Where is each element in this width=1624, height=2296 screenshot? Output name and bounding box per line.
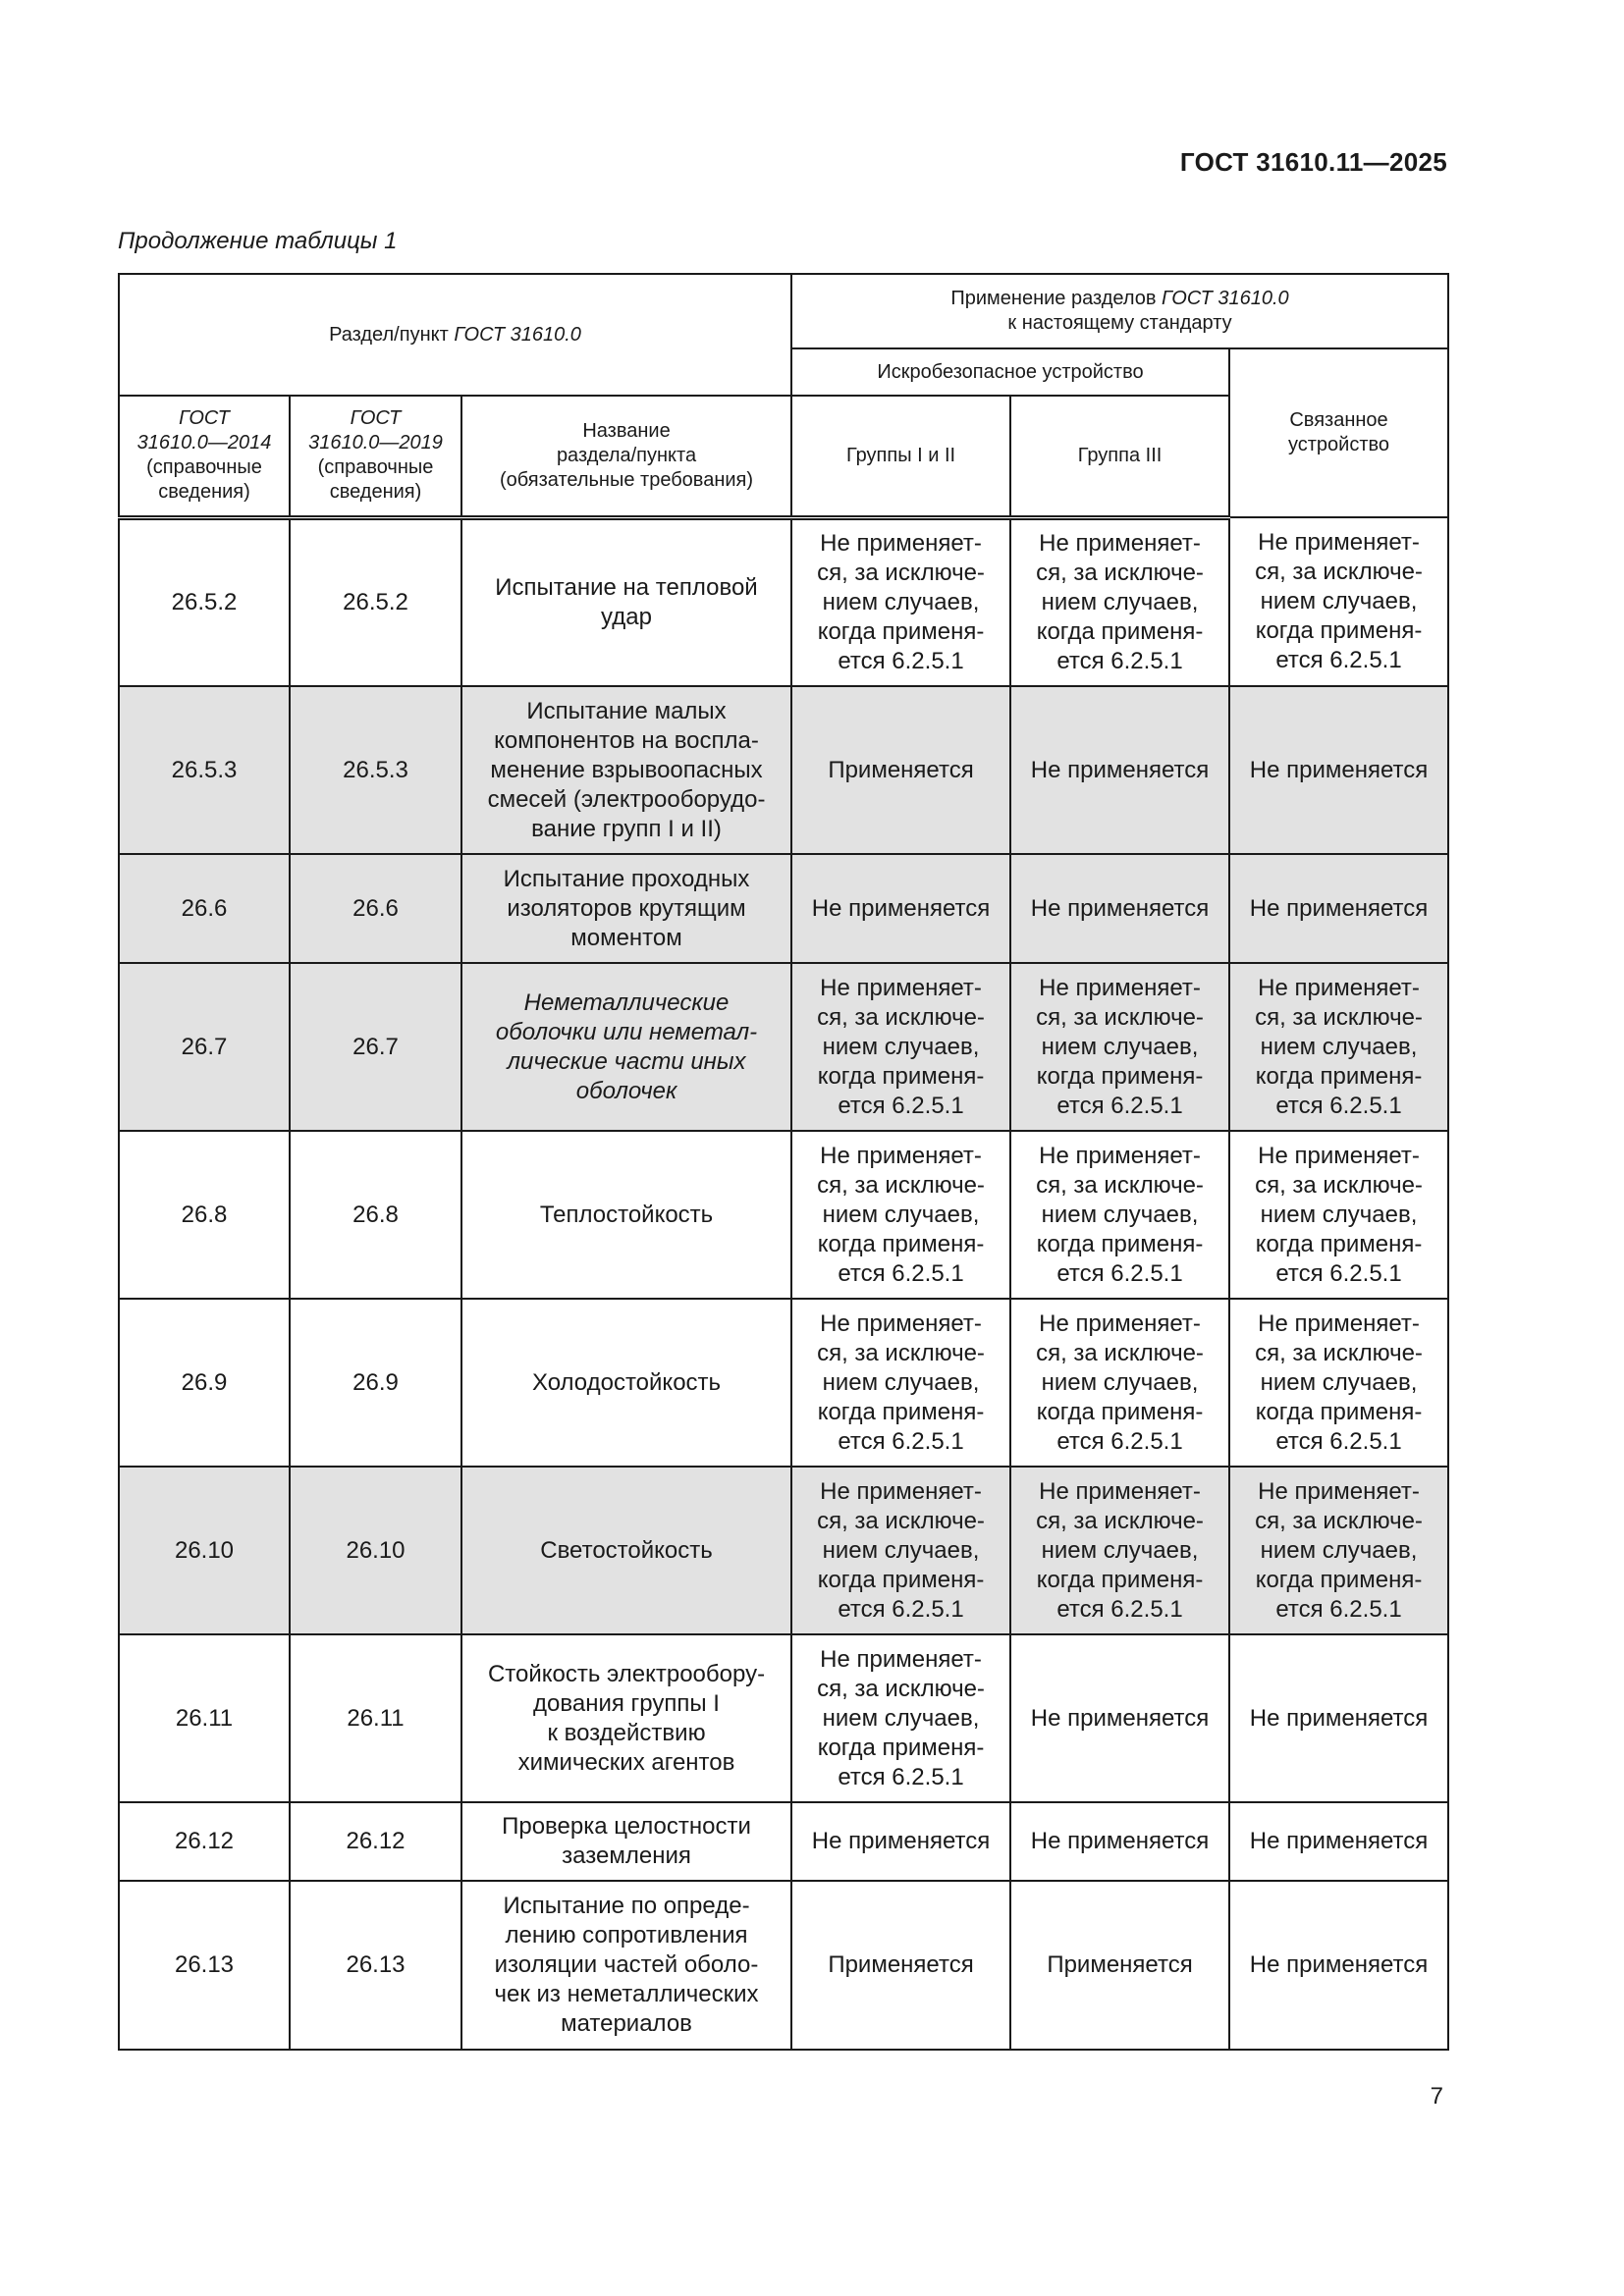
header-section: [119, 274, 791, 396]
table-row: [119, 854, 1448, 963]
header-application-prefix: Применение разделов: [950, 288, 1163, 309]
header-section-prefix: Раздел/пункт: [329, 323, 455, 346]
cell-section-2014: 26.12: [119, 1802, 290, 1881]
cell-group-3: Не применяет- ся, за исключе- нием случаев, когда применя- ется 6.2.5.1: [1010, 1299, 1229, 1467]
cell-groups-1-2: Не применяет- ся, за исключе- нием случаев, когда применя- ется 6.2.5.1: [791, 1299, 1010, 1467]
cell-groups-1-2: Не применяет- ся, за исключе- нием случаев, когда применя- ется 6.2.5.1: [791, 1634, 1010, 1802]
cell-groups-1-2: Не применяется: [791, 1802, 1010, 1881]
cell-associated: Не применяется: [1229, 686, 1448, 854]
cell-associated: Не применяет- ся, за исключе- нием случаев, когда применя- ется 6.2.5.1: [1229, 517, 1448, 686]
cell-section-name: Светостойкость: [461, 1467, 791, 1634]
cell-groups-1-2: Не применяет- ся, за исключе- нием случаев, когда применя- ется 6.2.5.1: [791, 517, 1010, 686]
header-application-std: ГОСТ 31610.0: [1162, 288, 1289, 309]
cell-section-2019: 26.8: [290, 1131, 461, 1299]
header-application-suffix: к настоящему стандарту: [1007, 312, 1232, 334]
table-row: [119, 1299, 1448, 1467]
cell-section-2019: 26.5.3: [290, 686, 461, 854]
table-caption: Продолжение таблицы 1: [118, 228, 398, 254]
table-row: [119, 963, 1448, 1131]
header-section-std: ГОСТ 31610.0: [454, 323, 581, 346]
cell-section-2019: 26.5.2: [290, 517, 461, 686]
cell-associated: Не применяет- ся, за исключе- нием случаев, когда применя- ется 6.2.5.1: [1229, 963, 1448, 1131]
cell-section-name: Испытание на тепловой удар: [461, 517, 791, 686]
cell-group-3: Не применяет- ся, за исключе- нием случаев, когда применя- ется 6.2.5.1: [1010, 517, 1229, 686]
cell-group-3: Не применяется: [1010, 1802, 1229, 1881]
document-code: ГОСТ 31610.11—2025: [1179, 147, 1447, 177]
cell-section-2019: 26.10: [290, 1467, 461, 1634]
table-row: [119, 1802, 1448, 1881]
cell-group-3: Не применяет- ся, за исключе- нием случаев, когда применя- ется 6.2.5.1: [1010, 1131, 1229, 1299]
cell-groups-1-2: Применяется: [791, 1881, 1010, 2050]
table-row: [119, 1131, 1448, 1299]
cell-associated: Не применяется: [1229, 1881, 1448, 2050]
table-body: [119, 517, 1448, 2050]
cell-section-2014: 26.8: [119, 1131, 290, 1299]
cell-section-2019: 26.11: [290, 1634, 461, 1802]
cell-associated: Не применяет- ся, за исключе- нием случаев, когда применя- ется 6.2.5.1: [1229, 1467, 1448, 1634]
cell-section-name: Теплостойкость: [461, 1131, 791, 1299]
cell-groups-1-2: Не применяет- ся, за исключе- нием случаев, когда применя- ется 6.2.5.1: [791, 1131, 1010, 1299]
header-gost-2014: [119, 396, 290, 517]
cell-section-2014: 26.5.2: [119, 517, 290, 686]
cell-section-name: Испытание малых компонентов на воспла- менение взрывоопасных смесей (электрооборудо- вание групп I и II): [461, 686, 791, 854]
table-row: [119, 1467, 1448, 1634]
table-head: [119, 274, 1448, 517]
cell-group-3: Не применяется: [1010, 686, 1229, 854]
cell-section-2014: 26.6: [119, 854, 290, 963]
header-groups-1-2: Группы I и II: [791, 396, 1010, 517]
cell-groups-1-2: Не применяется: [791, 854, 1010, 963]
header-associated-device: Связанное устройство: [1229, 348, 1448, 517]
header-gost-2014-std: ГОСТ 31610.0—2014: [136, 407, 272, 454]
cell-associated: Не применяет- ся, за исключе- нием случаев, когда применя- ется 6.2.5.1: [1229, 1131, 1448, 1299]
cell-section-name: Стойкость электрообору- дования группы I к воздействию химических агентов: [461, 1634, 791, 1802]
cell-section-name: Неметаллические оболочки или неметал- лические части иных оболочек: [461, 963, 791, 1131]
cell-associated: Не применяется: [1229, 854, 1448, 963]
cell-section-2019: 26.9: [290, 1299, 461, 1467]
cell-associated: Не применяется: [1229, 1634, 1448, 1802]
cell-section-name: Испытание проходных изоляторов крутящим моментом: [461, 854, 791, 963]
cell-section-2019: 26.7: [290, 963, 461, 1131]
table-row: [119, 686, 1448, 854]
cell-section-2019: 26.13: [290, 1881, 461, 2050]
cell-group-3: Не применяет- ся, за исключе- нием случаев, когда применя- ется 6.2.5.1: [1010, 963, 1229, 1131]
cell-section-2019: 26.6: [290, 854, 461, 963]
table-row: [119, 517, 1448, 686]
cell-groups-1-2: Применяется: [791, 686, 1010, 854]
header-group-3: Группа III: [1010, 396, 1229, 517]
cell-section-2014: 26.11: [119, 1634, 290, 1802]
header-gost-2019-std: ГОСТ 31610.0—2019: [308, 407, 443, 454]
requirements-table: [118, 273, 1449, 2051]
cell-section-2014: 26.9: [119, 1299, 290, 1467]
cell-group-3: Не применяется: [1010, 854, 1229, 963]
header-gost-2014-note: (справочные сведения): [146, 456, 262, 504]
cell-section-2014: 26.7: [119, 963, 290, 1131]
header-gost-2019-note: (справочные сведения): [317, 456, 434, 504]
cell-associated: Не применяет- ся, за исключе- нием случаев, когда применя- ется 6.2.5.1: [1229, 1299, 1448, 1467]
cell-section-name: Испытание по опреде- лению сопротивления изоляции частей оболо- чек из неметаллических материалов: [461, 1881, 791, 2050]
cell-group-3: Применяется: [1010, 1881, 1229, 2050]
cell-associated: Не применяется: [1229, 1802, 1448, 1881]
header-gost-2019: [290, 396, 461, 517]
cell-section-2014: 26.5.3: [119, 686, 290, 854]
cell-section-2014: 26.13: [119, 1881, 290, 2050]
header-section-name: Название раздела/пункта (обязательные требования): [461, 396, 791, 517]
cell-groups-1-2: Не применяет- ся, за исключе- нием случаев, когда применя- ется 6.2.5.1: [791, 963, 1010, 1131]
cell-section-name: Холодостойкость: [461, 1299, 791, 1467]
table-row: [119, 1881, 1448, 2050]
cell-section-2014: 26.10: [119, 1467, 290, 1634]
cell-section-name: Проверка целостности заземления: [461, 1802, 791, 1881]
cell-group-3: Не применяет- ся, за исключе- нием случаев, когда применя- ется 6.2.5.1: [1010, 1467, 1229, 1634]
cell-groups-1-2: Не применяет- ся, за исключе- нием случаев, когда применя- ется 6.2.5.1: [791, 1467, 1010, 1634]
header-intrinsic-device: Искробезопасное устройство: [791, 348, 1229, 396]
cell-section-2019: 26.12: [290, 1802, 461, 1881]
page-number: 7: [1430, 2083, 1443, 2109]
table-row: [119, 1634, 1448, 1802]
cell-group-3: Не применяется: [1010, 1634, 1229, 1802]
header-application: [791, 274, 1448, 348]
